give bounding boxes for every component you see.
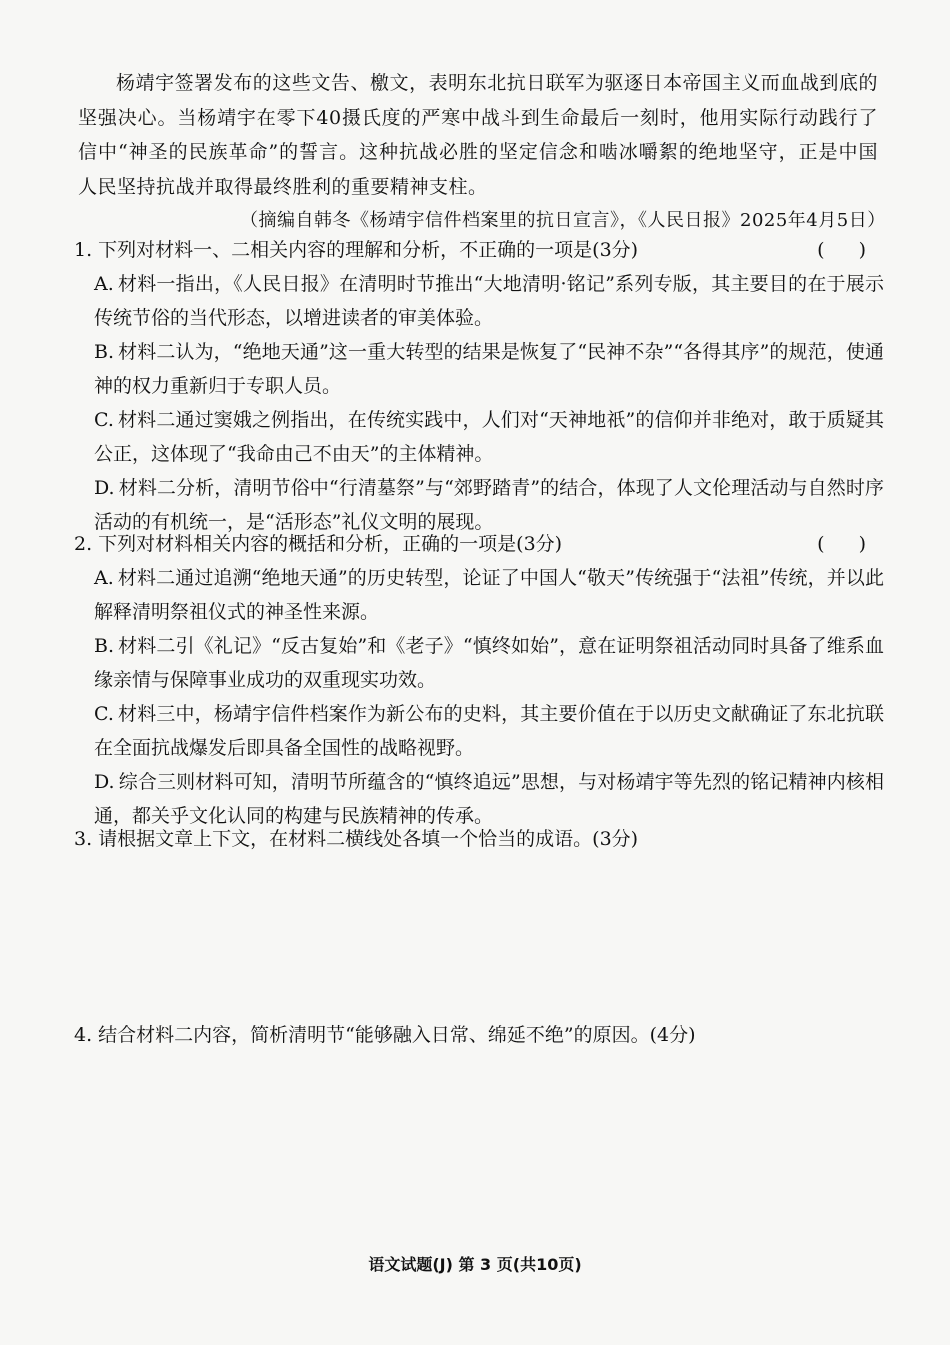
option-label: C. [94,409,114,431]
option-text: 材料二通过窦娥之例指出，在传统实践中，人们对“天神地祇”的信仰并非绝对，敢于质疑其公正，这体现了“我命由己不由天”的主体精神。 [94,409,884,465]
option-text: 材料二分析，清明节俗中“行清墓祭”与“郊野踏青”的结合，体现了人文伦理活动与自然时序活动的有机统一，是“活形态”礼仪文明的展现。 [94,477,884,533]
option-a[interactable] [74,561,884,629]
option-text: 材料二认为，“绝地天通”这一重大转型的结果是恢复了“民神不杂”“各得其序”的规范，使通神的权力重新归于专职人员。 [94,341,884,397]
option-text: 材料一指出，《人民日报》在清明时节推出“大地清明·铭记”系列专版，其主要目的在于展示传统节俗的当代形态，以增进读者的审美体验。 [94,273,884,329]
option-label: D. [94,771,115,793]
question-1-stem: 1. 下列对材料一、二相关内容的理解和分析，不正确的一项是(3分) [74,239,639,261]
option-text: 综合三则材料可知，清明节所蕴含的“慎终追远”思想，与对杨靖宇等先烈的铭记精神内核相通，都关乎文化认同的构建与民族精神的传承。 [94,771,884,827]
option-b[interactable] [74,335,884,403]
option-label: C. [94,703,114,725]
page-footer: 语文试题(J) 第 3 页(共10页) [368,1255,582,1274]
question-1 [74,233,884,539]
question-2 [74,527,884,833]
option-text: 材料三中，杨靖宇信件档案作为新公布的史料，其主要价值在于以历史文献确证了东北抗联在全面抗战爆发后即具备全国性的战略视野。 [94,703,884,759]
option-b[interactable] [74,629,884,697]
option-label: B. [94,341,115,363]
answer-paren[interactable]: ( ) [817,239,880,261]
option-a[interactable] [74,267,884,335]
material-paragraph: 杨靖宇签署发布的这些文告、檄文，表明东北抗日联军为驱逐日本帝国主义而血战到底的坚强决心。当杨靖宇在零下40摄氏度的严寒中战斗到生命最后一刻时，他用实际行动践行了信中“神圣的民族革命”的誓言。这种抗战必胜的坚定信念和啮冰嚼絮的绝地坚守，正是中国人民坚持抗战并取得最终胜利的重要精神支柱。 [78,72,878,198]
option-label: D. [94,477,115,499]
question-2-stem: 2. 下列对材料相关内容的概括和分析，正确的一项是(3分) [74,533,563,555]
answer-paren[interactable]: ( ) [817,533,880,555]
question-3 [74,822,884,856]
option-label: B. [94,635,115,657]
option-c[interactable] [74,697,884,765]
option-text: 材料二引《礼记》“反古复始”和《老子》“慎终如始”，意在证明祭祖活动同时具备了维系血缘亲情与保障事业成功的双重现实功效。 [94,635,884,691]
option-label: A. [94,567,114,589]
option-c[interactable] [74,403,884,471]
option-label: A. [94,273,114,295]
question-3-stem: 3. 请根据文章上下文，在材料二横线处各填一个恰当的成语。(3分) [74,828,639,850]
question-4-stem: 4. 结合材料二内容，简析清明节“能够融入日常、绵延不绝”的原因。(4分) [74,1024,696,1046]
question-4 [74,1018,884,1052]
source-citation: （摘编自韩冬《杨靖宇信件档案里的抗日宣言》，《人民日报》2025年4月5日） [240,210,886,231]
option-text: 材料二通过追溯“绝地天通”的历史转型，论证了中国人“敬天”传统强于“法祖”传统，并以此解释清明祭祖仪式的神圣性来源。 [94,567,884,623]
